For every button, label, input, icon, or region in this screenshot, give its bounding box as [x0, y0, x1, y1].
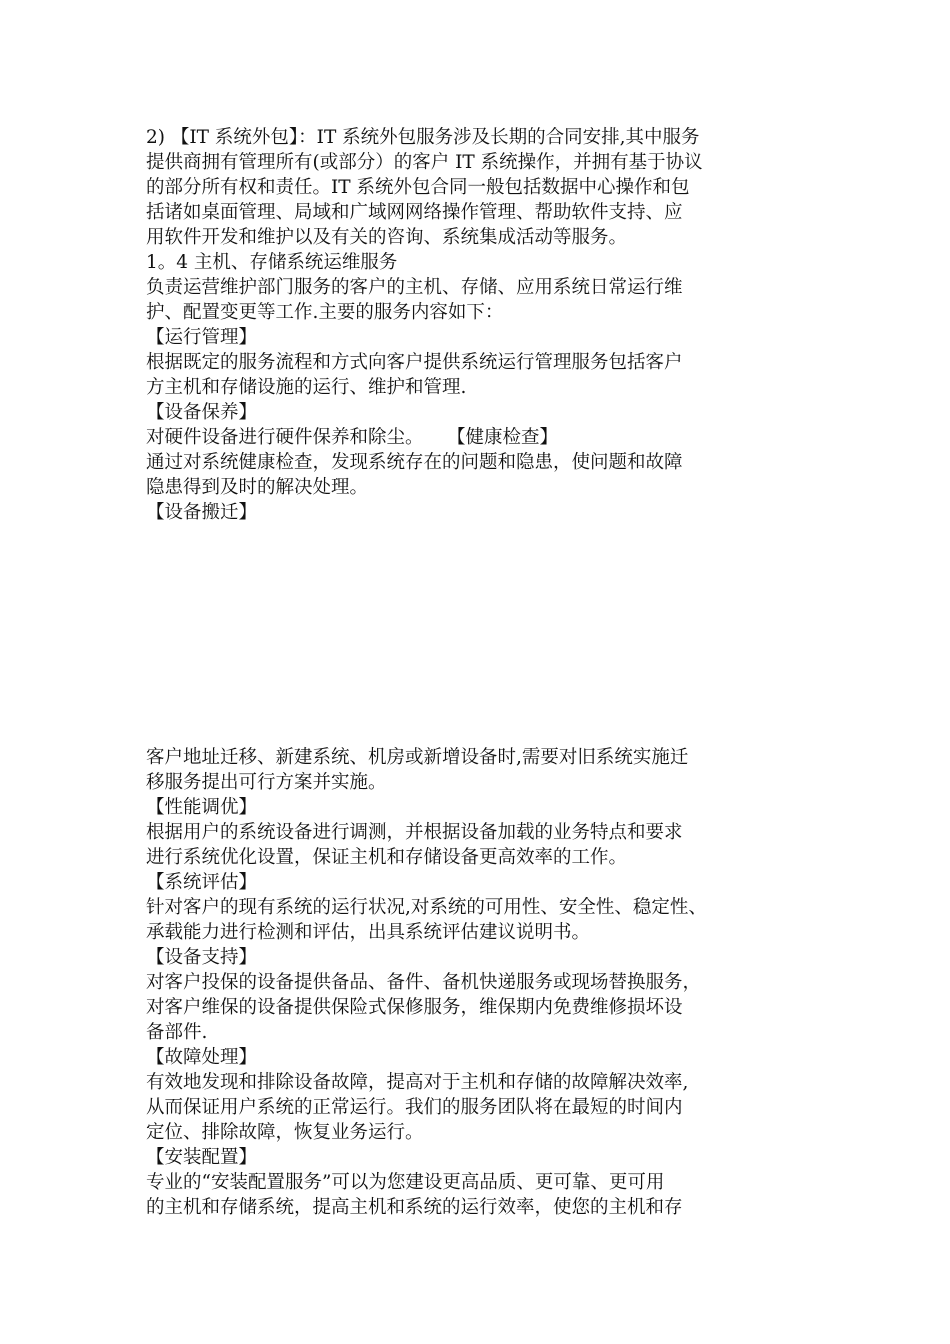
- text-line: 移服务提出可行方案并实施。: [146, 772, 387, 793]
- text-line: 进行系统优化设置，保证主机和存储设备更高效率的工作。: [146, 847, 628, 868]
- subsection-heading: 【系统评估】: [146, 872, 258, 893]
- text-line: 用软件开发和维护以及有关的咨询、系统集成活动等服务。: [146, 227, 628, 248]
- text-line: 2) 【IT 系统外包】：IT 系统外包服务涉及长期的合同安排,其中服务: [146, 127, 700, 148]
- subsection-heading: 【运行管理】: [146, 327, 258, 348]
- text-line: 的主机和存储系统，提高主机和系统的运行效率，使您的主机和存: [146, 1197, 683, 1218]
- text-line: 通过对系统健康检查，发现系统存在的问题和隐患，使问题和故障: [146, 452, 683, 473]
- text-line: 根据用户的系统设备进行调测，并根据设备加载的业务特点和要求: [146, 822, 683, 843]
- text-line: 针对客户的现有系统的运行状况,对系统的可用性、安全性、稳定性、: [146, 897, 707, 918]
- subsection-heading: 【设备支持】: [146, 947, 258, 968]
- text-line: 专业的“安装配置服务”可以为您建设更高品质、更可靠、更可用: [146, 1172, 665, 1193]
- text-line: 客户地址迁移、新建系统、机房或新增设备时,需要对旧系统实施迁: [146, 747, 689, 768]
- text-block-top: [146, 125, 836, 525]
- subsection-heading: 【安装配置】: [146, 1147, 258, 1168]
- text-line: 承载能力进行检测和评估，出具系统评估建议说明书。: [146, 922, 591, 943]
- text-line: 从而保证用户系统的正常运行。我们的服务团队将在最短的时间内: [146, 1097, 683, 1118]
- text-line: 的部分所有权和责任。IT 系统外包合同一般包括数据中心操作和包: [146, 177, 690, 198]
- subsection-heading: 【设备保养】: [146, 402, 258, 423]
- subsection-heading: 【性能调优】: [146, 797, 258, 818]
- subsection-heading: 【设备搬迁】: [146, 502, 258, 523]
- text-line: 定位、排除故障，恢复业务运行。: [146, 1122, 424, 1143]
- text-line: 方主机和存储设施的运行、维护和管理.: [146, 377, 467, 398]
- text-line: 括诸如桌面管理、局域和广域网网络操作管理、帮助软件支持、应: [146, 202, 683, 223]
- text-line: 备部件.: [146, 1022, 208, 1043]
- text-block-bottom: [146, 745, 836, 1220]
- section-heading: 1。4 主机、存储系统运维服务: [146, 252, 398, 273]
- subsection-heading: 【故障处理】: [146, 1047, 258, 1068]
- text-line: 对硬件设备进行硬件保养和除尘。 【健康检查】: [146, 427, 559, 448]
- text-line: 护、配置变更等工作.主要的服务内容如下：: [146, 302, 504, 323]
- text-line: 隐患得到及时的解决处理。: [146, 477, 369, 498]
- text-line: 对客户维保的设备提供保险式保修服务，维保期内免费维修损坏设: [146, 997, 683, 1018]
- text-line: 提供商拥有管理所有(或部分）的客户 IT 系统操作，并拥有基于协议: [146, 152, 703, 173]
- text-line: 对客户投保的设备提供备品、备件、备机快递服务或现场替换服务，: [146, 972, 702, 993]
- text-line: 有效地发现和排除设备故障，提高对于主机和存储的故障解决效率,: [146, 1072, 689, 1093]
- text-line: 根据既定的服务流程和方式向客户提供系统运行管理服务包括客户: [146, 352, 683, 373]
- text-line: 负责运营维护部门服务的客户的主机、存储、应用系统日常运行维: [146, 277, 683, 298]
